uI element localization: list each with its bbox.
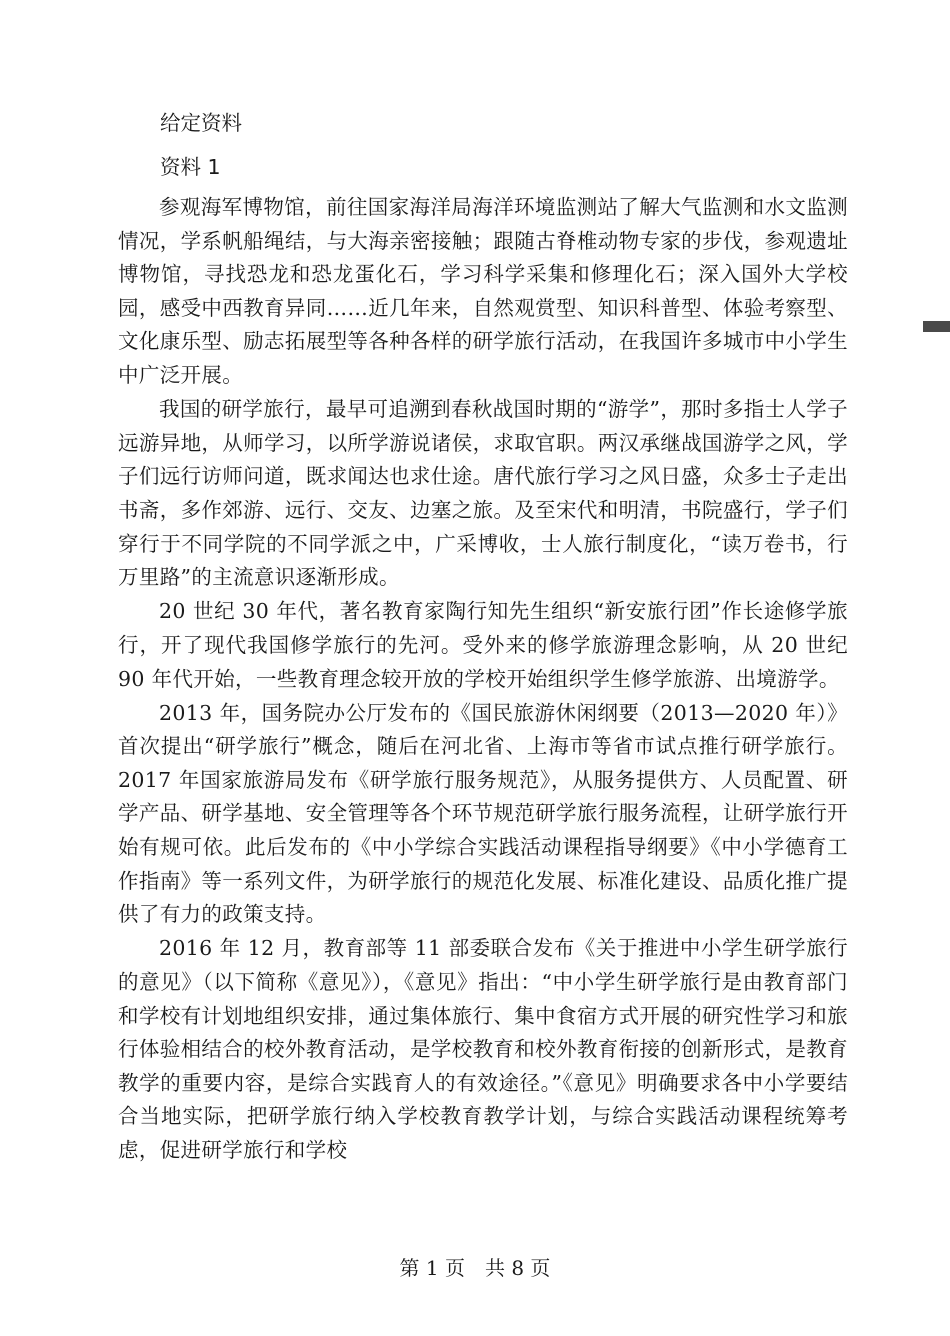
- paragraph-3: 20 世纪 30 年代，著名教育家陶行知先生组织“新安旅行团”作长途修学旅行，开了现代我国修学旅行的先河。受外来的修学旅游理念影响，从 20 世纪 90 年代开始，一些教育理念较开放的学校开始组织学生修学旅游、出境游学。: [118, 599, 848, 691]
- edge-tab-marker: [923, 321, 950, 332]
- document-body: [118, 108, 848, 1168]
- paragraph-4: 2013 年，国务院办公厅发布的《国民旅游休闲纲要（2013—2020 年）》首次提出“研学旅行”概念，随后在河北省、上海市等省市试点推行研学旅行。2017 年国家旅游局发布《研学旅行服务规范》，从服务提供方、人员配置、研学产品、研学基地、安全管理等各个环节规范研学旅行服务流程，让研学旅行开始有规可依。此后发布的《中小学综合实践活动课程指导纲要》《中小学德育工作指南》等一系列文件，为研学旅行的规范化发展、标准化建设、品质化推广提供了有力的政策支持。: [118, 700, 848, 927]
- paragraph-1: 参观海军博物馆，前往国家海洋局海洋环境监测站了解大气监测和水文监测情况，学系帆船绳结，与大海亲密接触；跟随古脊椎动物专家的步伐，参观遗址博物馆，寻找恐龙和恐龙蛋化石，学习科学采集和修理化石；深入国外大学校园，感受中西教育异同……近几年来，自然观赏型、知识科普型、体验考察型、文化康乐型、励志拓展型等各种各样的研学旅行活动，在我国许多城市中小学生中广泛开展。: [118, 195, 848, 387]
- paragraph-5: 2016 年 12 月，教育部等 11 部委联合发布《关于推进中小学生研学旅行的意见》（以下简称《意见》），《意见》指出：“中小学生研学旅行是由教育部门和学校有计划地组织安排，通过集体旅行、集中食宿方式开展的研究性学习和旅行体验相结合的校外教育活动，是学校教育和校外教育衔接的创新形式，是教育教学的重要内容，是综合实践育人的有效途径。”《意见》明确要求各中小学要结合当地实际，把研学旅行纳入学校教育教学计划，与综合实践活动课程统筹考虑，促进研学旅行和学校: [118, 936, 848, 1162]
- material-subheading: 资料 1: [160, 155, 221, 179]
- paragraph-2: 我国的研学旅行，最早可追溯到春秋战国时期的“游学”，那时多指士人学子远游异地，从师学习，以所学游说诸侯，求取官职。两汉承继战国游学之风，学子们远行访师问道，既求闻达也求仕途。唐代旅行学习之风日盛，众多士子走出书斋，多作郊游、远行、交友、边塞之旅。及至宋代和明清，书院盛行，学子们穿行于不同学院的不同学派之中，广采博收，士人旅行制度化，“读万卷书，行万里路”的主流意识逐渐形成。: [118, 397, 848, 590]
- section-heading: 给定资料: [160, 111, 242, 135]
- page-number-footer: 第 1 页 共 8 页: [399, 1256, 551, 1280]
